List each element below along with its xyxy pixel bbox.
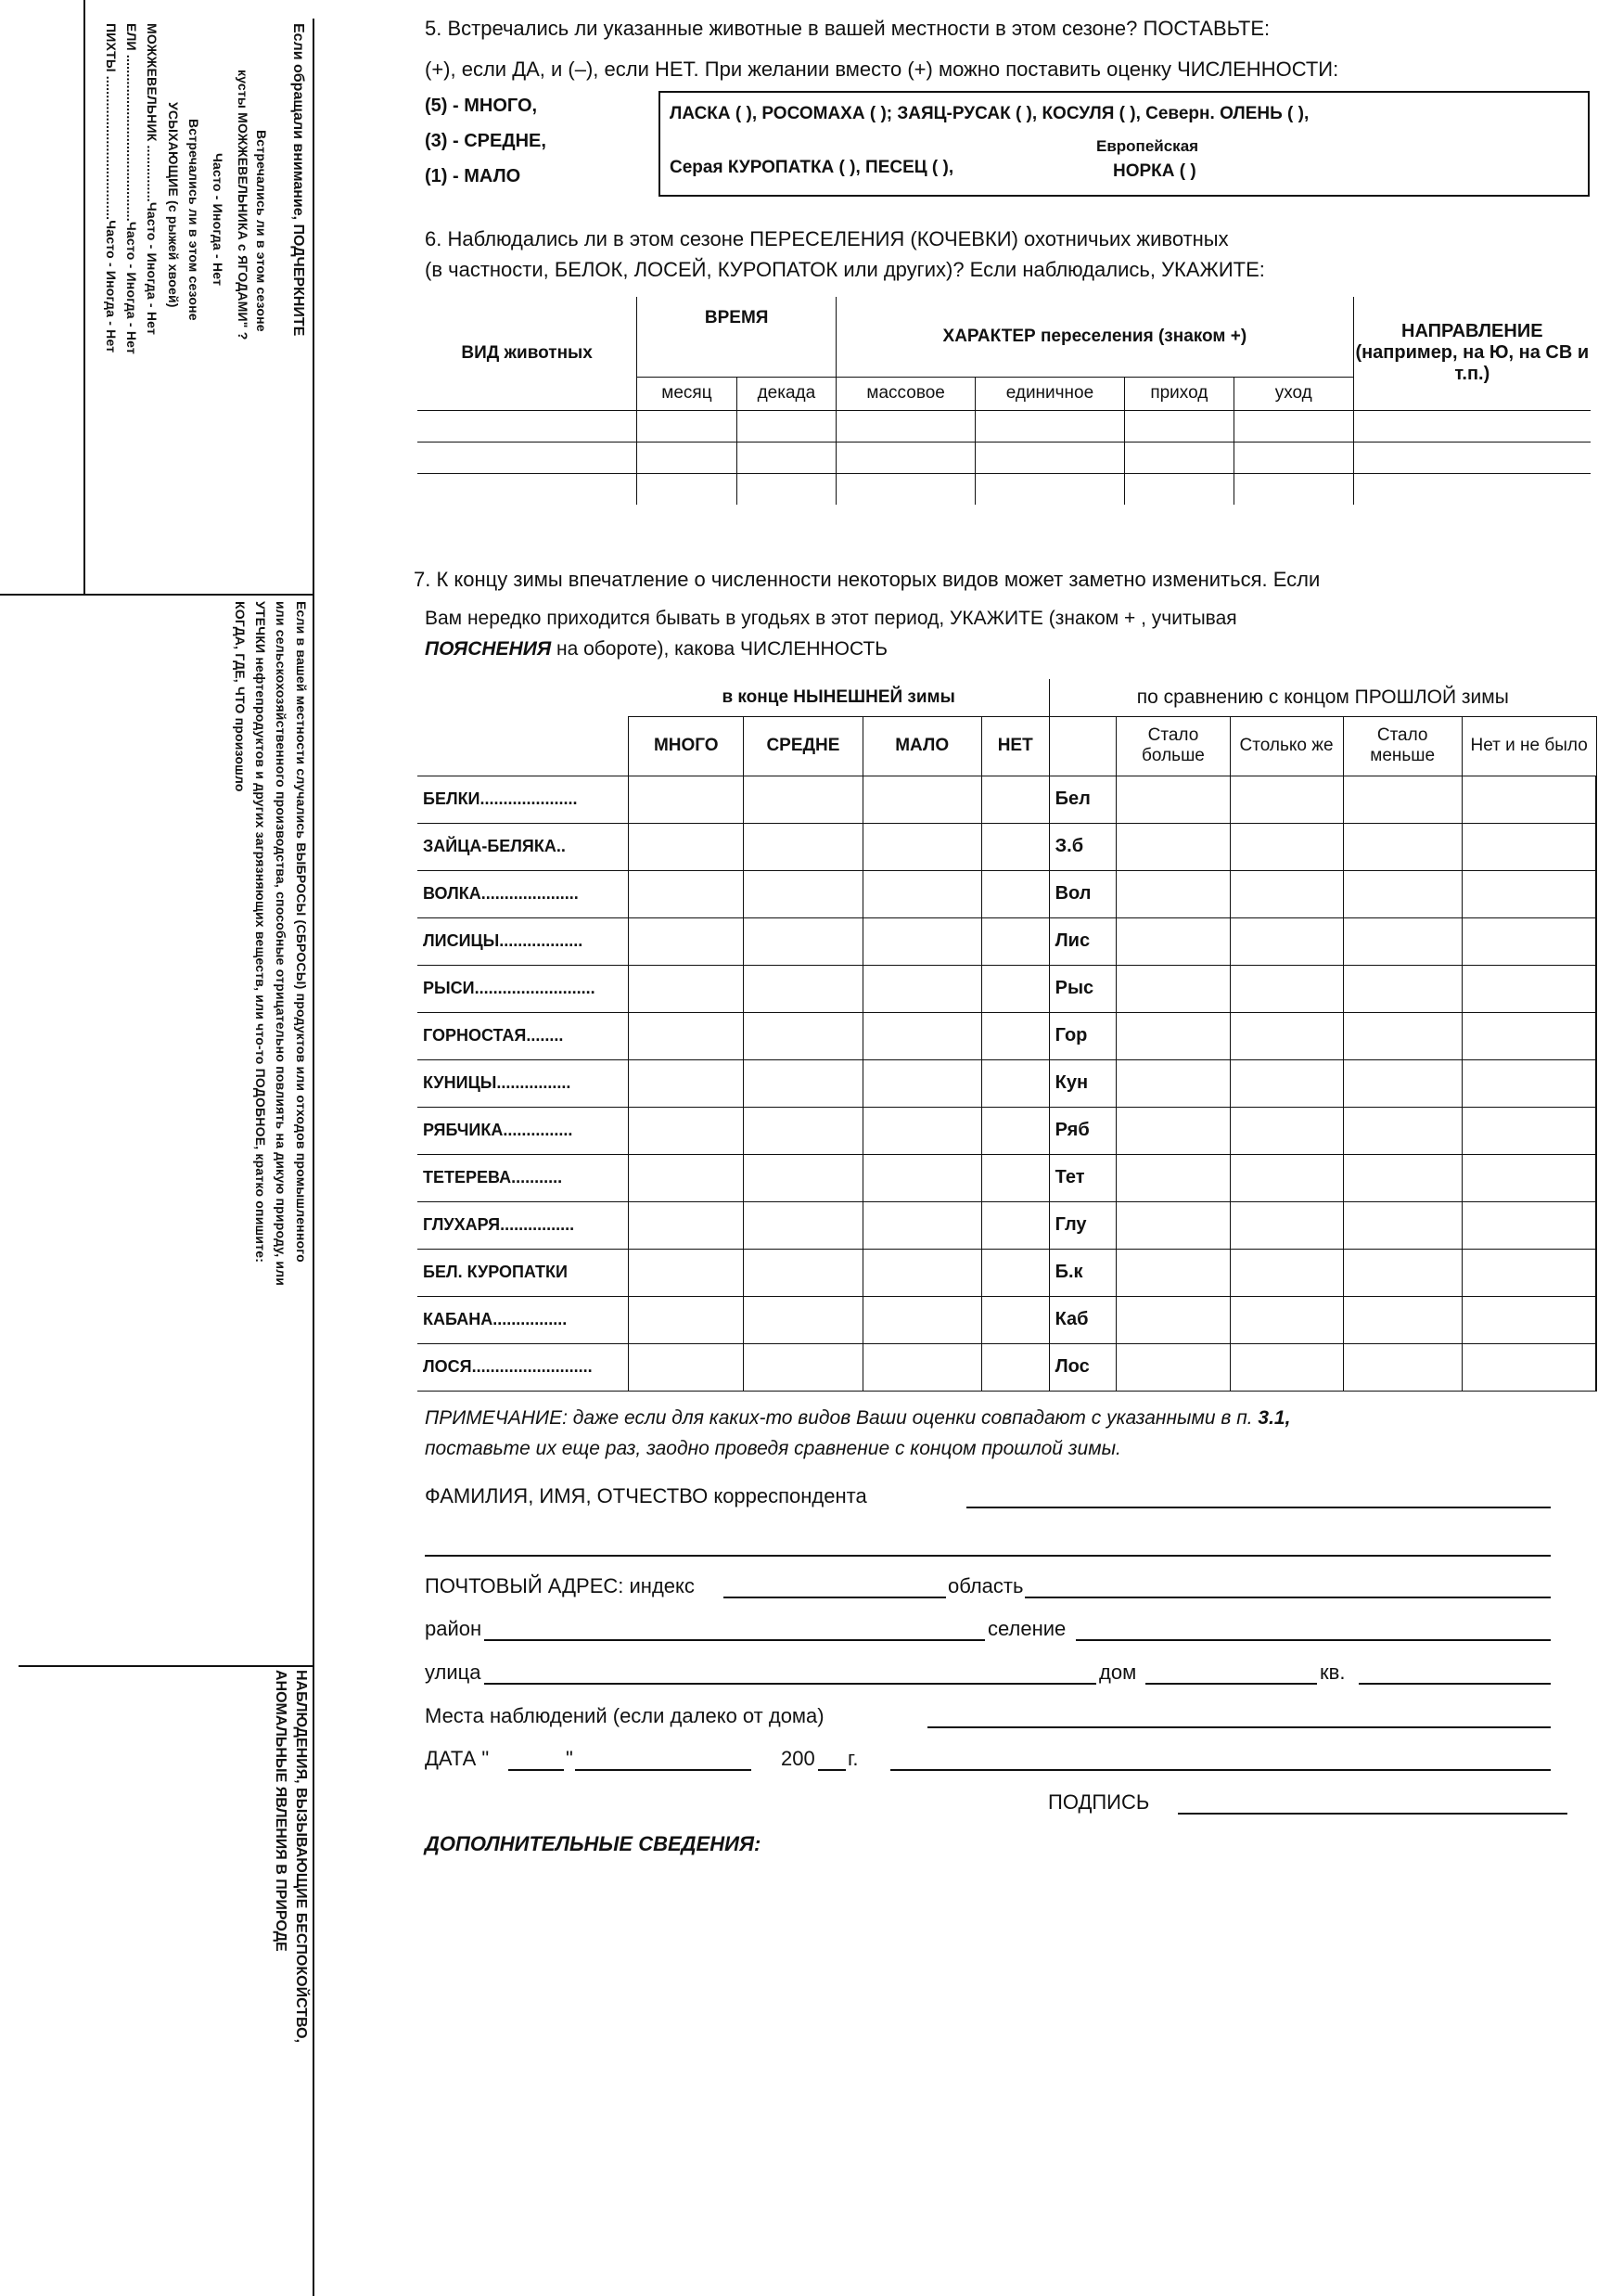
abundance-compare-cell[interactable] bbox=[1343, 870, 1462, 917]
date-day-field[interactable] bbox=[508, 1769, 564, 1771]
q5-mink[interactable]: НОРКА ( ) bbox=[1113, 161, 1196, 181]
abundance-compare-cell[interactable] bbox=[1117, 1296, 1230, 1343]
abundance-compare-cell[interactable] bbox=[1117, 917, 1230, 965]
abundance-now-cell[interactable] bbox=[981, 776, 1049, 823]
q7-abundance-table bbox=[417, 679, 1597, 1392]
side-column bbox=[0, 0, 315, 2296]
abundance-now-cell[interactable] bbox=[629, 965, 744, 1012]
berries-question: Если обращали внимание, ПОДЧЕРКНИТЕ bbox=[290, 23, 306, 337]
abundance-compare-cell[interactable] bbox=[1117, 1343, 1230, 1391]
species-label: КУНИЦЫ................ bbox=[417, 1059, 629, 1107]
house-field[interactable] bbox=[1145, 1683, 1317, 1685]
abundance-now-cell[interactable] bbox=[981, 1107, 1049, 1154]
species-label: КАБАНА................ bbox=[417, 1296, 629, 1343]
abundance-now-cell[interactable] bbox=[981, 1296, 1049, 1343]
q7-col-less: Стало меньше bbox=[1343, 716, 1462, 776]
abundance-now-cell[interactable] bbox=[629, 1107, 744, 1154]
abundance-now-cell[interactable] bbox=[863, 1012, 981, 1059]
main-content bbox=[408, 0, 1598, 2296]
apt-field[interactable] bbox=[1359, 1683, 1551, 1685]
abundance-compare-cell[interactable] bbox=[1343, 1059, 1462, 1107]
abundance-now-cell[interactable] bbox=[981, 965, 1049, 1012]
table-row bbox=[417, 1107, 1596, 1154]
table-row bbox=[417, 1012, 1596, 1059]
abundance-compare-cell[interactable] bbox=[1117, 1249, 1230, 1296]
q6-sub-decade: декада bbox=[736, 377, 836, 410]
abundance-now-cell[interactable] bbox=[863, 917, 981, 965]
date-quote: " bbox=[566, 1747, 573, 1770]
abundance-compare-cell[interactable] bbox=[1462, 1107, 1596, 1154]
species-label: ЗАЙЦА-БЕЛЯКА.. bbox=[417, 823, 629, 870]
species-label: ГОРНОСТАЯ........ bbox=[417, 1012, 629, 1059]
drying-spruce[interactable]: ЕЛИ ............................................Часто - Иногда - Нет bbox=[124, 23, 139, 354]
abundance-now-cell[interactable] bbox=[981, 1012, 1049, 1059]
drying-title: Встречались ли в этом сезоне bbox=[186, 119, 201, 321]
apt-label: кв. bbox=[1320, 1661, 1346, 1684]
q7-note-line1: ПРИМЕЧАНИЕ: даже если для каких-то видов Ваши оценки совпадают с указанными в п. 3.1, bbox=[425, 1407, 1291, 1429]
abundance-now-cell[interactable] bbox=[629, 1296, 744, 1343]
table-row bbox=[417, 776, 1596, 823]
address-label: ПОЧТОВЫЙ АДРЕС: индекс bbox=[425, 1574, 695, 1597]
fio-field[interactable] bbox=[966, 1507, 1551, 1508]
table-row bbox=[417, 473, 1591, 505]
side-rule-right bbox=[313, 19, 314, 2296]
abundance-now-cell[interactable] bbox=[744, 776, 863, 823]
q5-line1: 5. Встречались ли указанные животные в вашей местности в этом сезоне? ПОСТАВЬТЕ: bbox=[425, 17, 1271, 40]
abundance-compare-cell[interactable] bbox=[1230, 870, 1343, 917]
year-label: 200 bbox=[781, 1747, 815, 1770]
species-label: ТЕТЕРЕВА........... bbox=[417, 1154, 629, 1201]
species-abbr: Бел bbox=[1049, 776, 1117, 823]
abundance-compare-cell[interactable] bbox=[1230, 1343, 1343, 1391]
q6-col-time: ВРЕМЯ bbox=[637, 297, 837, 377]
abundance-now-cell[interactable] bbox=[863, 870, 981, 917]
abundance-compare-cell[interactable] bbox=[1230, 1154, 1343, 1201]
table-row bbox=[417, 1343, 1596, 1391]
abundance-compare-cell[interactable] bbox=[1230, 776, 1343, 823]
abundance-now-cell[interactable] bbox=[744, 1201, 863, 1249]
abundance-compare-cell[interactable] bbox=[1462, 870, 1596, 917]
abundance-compare-cell[interactable] bbox=[1117, 870, 1230, 917]
q5-animals-row1[interactable]: ЛАСКА ( ), РОСОМАХА ( ); ЗАЯЦ-РУСАК ( ), КОСУЛЯ ( ), Северн. ОЛЕНЬ ( ), bbox=[670, 104, 1310, 123]
abundance-compare-cell[interactable] bbox=[1230, 965, 1343, 1012]
abundance-compare-cell[interactable] bbox=[1230, 1107, 1343, 1154]
table-row bbox=[417, 1296, 1596, 1343]
abundance-now-cell[interactable] bbox=[629, 1343, 744, 1391]
table-row bbox=[417, 410, 1591, 442]
q7-col-same: Столько же bbox=[1230, 716, 1343, 776]
species-abbr: Б.к bbox=[1049, 1249, 1117, 1296]
abundance-compare-cell[interactable] bbox=[1343, 776, 1462, 823]
abundance-compare-cell[interactable] bbox=[1462, 1059, 1596, 1107]
species-label: ГЛУХАРЯ................ bbox=[417, 1201, 629, 1249]
abundance-now-cell[interactable] bbox=[863, 823, 981, 870]
q5-animals-box bbox=[658, 91, 1590, 197]
species-abbr: Каб bbox=[1049, 1296, 1117, 1343]
table-row bbox=[417, 1154, 1596, 1201]
abundance-compare-cell[interactable] bbox=[1462, 1296, 1596, 1343]
abundance-now-cell[interactable] bbox=[863, 1201, 981, 1249]
abundance-compare-cell[interactable] bbox=[1230, 1249, 1343, 1296]
abundance-compare-cell[interactable] bbox=[1462, 823, 1596, 870]
table-row bbox=[417, 917, 1596, 965]
berries-line1: Встречались ли в этом сезоне bbox=[254, 130, 269, 332]
q6-sub-arrival: приход bbox=[1124, 377, 1234, 410]
species-abbr: Кун bbox=[1049, 1059, 1117, 1107]
region-field[interactable] bbox=[1025, 1597, 1551, 1598]
species-label: ЛОСЯ.......................... bbox=[417, 1343, 629, 1391]
abundance-compare-cell[interactable] bbox=[1343, 917, 1462, 965]
abundance-now-cell[interactable] bbox=[744, 1059, 863, 1107]
table-row bbox=[417, 870, 1596, 917]
abundance-compare-cell[interactable] bbox=[1230, 917, 1343, 965]
abundance-now-cell[interactable] bbox=[981, 870, 1049, 917]
q7-col-many: МНОГО bbox=[629, 716, 744, 776]
q6-sub-departure: уход bbox=[1234, 377, 1353, 410]
q5-mink-label-top: Европейская bbox=[1096, 137, 1199, 155]
q6-col-species: ВИД животных bbox=[417, 297, 637, 410]
abundance-compare-cell[interactable] bbox=[1117, 1154, 1230, 1201]
abundance-now-cell[interactable] bbox=[744, 1296, 863, 1343]
table-row bbox=[417, 965, 1596, 1012]
abundance-compare-cell[interactable] bbox=[1117, 823, 1230, 870]
emission-line1: Если в вашей местности случались ВЫБРОСЫ (СБРОСЫ) продуктов или отходов промышленного bbox=[294, 601, 309, 1263]
drying-juniper[interactable]: МОЖЖЕВЕЛЬНИК ...............Часто - Иногда - Нет bbox=[145, 23, 160, 336]
abundance-now-cell[interactable] bbox=[744, 1107, 863, 1154]
abundance-compare-cell[interactable] bbox=[1462, 776, 1596, 823]
q6-sub-mass: массовое bbox=[837, 377, 976, 410]
abundance-compare-cell[interactable] bbox=[1462, 917, 1596, 965]
house-label: дом bbox=[1099, 1661, 1137, 1684]
district-label: район bbox=[425, 1617, 482, 1640]
q5-animals-row2[interactable]: Серая КУРОПАТКА ( ), ПЕСЕЦ ( ), bbox=[670, 158, 954, 177]
year-field[interactable] bbox=[818, 1769, 846, 1771]
abundance-now-cell[interactable] bbox=[863, 1296, 981, 1343]
q7-col-none: НЕТ bbox=[981, 716, 1049, 776]
abundance-compare-cell[interactable] bbox=[1343, 965, 1462, 1012]
abundance-now-cell[interactable] bbox=[629, 1012, 744, 1059]
abundance-now-cell[interactable] bbox=[863, 1107, 981, 1154]
postal-index-field[interactable] bbox=[723, 1597, 946, 1598]
abundance-compare-cell[interactable] bbox=[1462, 1249, 1596, 1296]
species-abbr: Лос bbox=[1049, 1343, 1117, 1391]
abundance-now-cell[interactable] bbox=[863, 1059, 981, 1107]
abundance-now-cell[interactable] bbox=[981, 917, 1049, 965]
abundance-now-cell[interactable] bbox=[981, 823, 1049, 870]
table-row bbox=[417, 442, 1591, 473]
species-label: БЕЛ. КУРОПАТКИ bbox=[417, 1249, 629, 1296]
abundance-now-cell[interactable] bbox=[744, 823, 863, 870]
q6-migration-table bbox=[417, 297, 1591, 505]
abundance-now-cell[interactable] bbox=[744, 1249, 863, 1296]
q7-line3: ПОЯСНЕНИЯ на обороте), какова ЧИСЛЕННОСТЬ bbox=[425, 638, 888, 660]
abundance-now-cell[interactable] bbox=[981, 1154, 1049, 1201]
species-label: БЕЛКИ..................... bbox=[417, 776, 629, 823]
q6-sub-month: месяц bbox=[637, 377, 736, 410]
abundance-compare-cell[interactable] bbox=[1343, 1201, 1462, 1249]
district-field[interactable] bbox=[484, 1639, 985, 1641]
q6-sub-single: единичное bbox=[976, 377, 1125, 410]
table-row bbox=[417, 1201, 1596, 1249]
q6-line1: 6. Наблюдались ли в этом сезоне ПЕРЕСЕЛЕНИЯ (КОЧЕВКИ) охотничьих животных bbox=[425, 227, 1229, 250]
abundance-now-cell[interactable] bbox=[629, 1201, 744, 1249]
abundance-now-cell[interactable] bbox=[629, 1059, 744, 1107]
year-suffix: г. bbox=[848, 1747, 859, 1770]
q7-header-now: в конце НЫНЕШНЕЙ зимы bbox=[629, 679, 1049, 716]
abundance-now-cell[interactable] bbox=[863, 776, 981, 823]
region-label: область bbox=[948, 1574, 1024, 1597]
q5-scale-few: (1) - МАЛО bbox=[425, 166, 521, 186]
q6-line2: (в частности, БЕЛОК, ЛОСЕЙ, КУРОПАТОК или других)? Если наблюдались, УКАЖИТЕ: bbox=[425, 258, 1265, 281]
berries-options[interactable]: Часто - Иногда - Нет bbox=[211, 153, 225, 287]
abundance-now-cell[interactable] bbox=[744, 1154, 863, 1201]
street-field[interactable] bbox=[484, 1683, 1096, 1685]
abundance-now-cell[interactable] bbox=[744, 1012, 863, 1059]
abundance-now-cell[interactable] bbox=[863, 1249, 981, 1296]
abundance-compare-cell[interactable] bbox=[1343, 1012, 1462, 1059]
abundance-compare-cell[interactable] bbox=[1343, 823, 1462, 870]
side-rule-h1 bbox=[0, 594, 313, 596]
drying-subtitle: УСЫХАЮЩИЕ (с рыжей хвоей) bbox=[166, 102, 181, 308]
q7-col-few: МАЛО bbox=[863, 716, 981, 776]
q7-header-compare: по сравнению с концом ПРОШЛОЙ зимы bbox=[1049, 679, 1596, 716]
species-label: РЫСИ.......................... bbox=[417, 965, 629, 1012]
side-rule-left bbox=[83, 0, 85, 594]
q7-note-line2: поставьте их еще раз, заодно проведя сравнение с концом прошлой зимы. bbox=[425, 1438, 1121, 1459]
abundance-now-cell[interactable] bbox=[981, 1343, 1049, 1391]
q5-line2: (+), если ДА, и (–), если НЕТ. При желании вместо (+) можно поставить оценку ЧИСЛЕННОСТИ: bbox=[425, 58, 1339, 81]
q6-col-nature: ХАРАКТЕР переселения (знаком +) bbox=[837, 297, 1353, 377]
q7-col-medium: СРЕДНЕ bbox=[744, 716, 863, 776]
abundance-compare-cell[interactable] bbox=[1117, 776, 1230, 823]
abundance-compare-cell[interactable] bbox=[1230, 1059, 1343, 1107]
abundance-now-cell[interactable] bbox=[744, 917, 863, 965]
berries-line2: кусты МОЖЖЕВЕЛЬНИКА с ЯГОДАМИ" ? bbox=[236, 70, 250, 340]
table-row bbox=[417, 1059, 1596, 1107]
abundance-compare-cell[interactable] bbox=[1462, 1012, 1596, 1059]
abundance-compare-cell[interactable] bbox=[1462, 1154, 1596, 1201]
q6-col-direction: НАПРАВЛЕНИЕ (например, на Ю, на СВ и т.п.) bbox=[1353, 297, 1591, 410]
abundance-now-cell[interactable] bbox=[629, 917, 744, 965]
abundance-now-cell[interactable] bbox=[981, 1249, 1049, 1296]
q7-col-never: Нет и не было bbox=[1462, 716, 1596, 776]
species-abbr: Тет bbox=[1049, 1154, 1117, 1201]
abundance-now-cell[interactable] bbox=[629, 823, 744, 870]
q5-scale-many: (5) - МНОГО, bbox=[425, 96, 538, 116]
emission-line3: УТЕЧКИ нефтепродуктов и других загрязняющих веществ, или что-то ПОДОБНОЕ, кратко опишите: bbox=[253, 601, 268, 1263]
q7-line2: Вам нередко приходится бывать в угодьях в этот период, УКАЖИТЕ (знаком + , учитывая bbox=[425, 608, 1237, 629]
abundance-now-cell[interactable] bbox=[629, 1154, 744, 1201]
species-abbr: З.б bbox=[1049, 823, 1117, 870]
species-abbr: Гор bbox=[1049, 1012, 1117, 1059]
species-abbr: Ряб bbox=[1049, 1107, 1117, 1154]
fio-label: ФАМИЛИЯ, ИМЯ, ОТЧЕСТВО корреспондента bbox=[425, 1484, 867, 1507]
abundance-now-cell[interactable] bbox=[863, 965, 981, 1012]
abundance-compare-cell[interactable] bbox=[1462, 1343, 1596, 1391]
q7-line1: 7. К концу зимы впечатление о численности некоторых видов может заметно измениться. Если bbox=[414, 568, 1321, 591]
table-row bbox=[417, 823, 1596, 870]
abundance-now-cell[interactable] bbox=[629, 776, 744, 823]
abundance-compare-cell[interactable] bbox=[1343, 1154, 1462, 1201]
abundance-compare-cell[interactable] bbox=[1117, 1012, 1230, 1059]
abundance-compare-cell[interactable] bbox=[1462, 965, 1596, 1012]
anomaly-line1: НАБЛЮДЕНИЯ, ВЫЗЫВАЮЩИЕ БЕСПОКОЙСТВО, bbox=[293, 1670, 309, 2044]
emission-line4: КОГДА, ГДЕ, ЧТО произошло bbox=[233, 601, 248, 792]
places-field[interactable] bbox=[927, 1726, 1551, 1728]
emission-line2: или сельскохозяйственного производства, способные отрицательно повлиять на дикую природу, или bbox=[274, 601, 288, 1287]
species-label: РЯБЧИКА............... bbox=[417, 1107, 629, 1154]
places-label: Места наблюдений (если далеко от дома) bbox=[425, 1704, 825, 1727]
table-row bbox=[417, 1249, 1596, 1296]
signature-label: ПОДПИСЬ bbox=[1048, 1790, 1150, 1814]
q5-scale-medium: (3) - СРЕДНЕ, bbox=[425, 131, 546, 151]
abundance-now-cell[interactable] bbox=[863, 1343, 981, 1391]
drying-fir[interactable]: ПИХТЫ ......................................Часто - Иногда - Нет bbox=[104, 23, 119, 353]
species-abbr: Лис bbox=[1049, 917, 1117, 965]
species-abbr: Вол bbox=[1049, 870, 1117, 917]
abundance-now-cell[interactable] bbox=[629, 870, 744, 917]
abundance-compare-cell[interactable] bbox=[1230, 1012, 1343, 1059]
species-label: ВОЛКА..................... bbox=[417, 870, 629, 917]
village-field[interactable] bbox=[1076, 1639, 1551, 1641]
q7-col-more: Стало больше bbox=[1117, 716, 1230, 776]
abundance-compare-cell[interactable] bbox=[1117, 1059, 1230, 1107]
abundance-compare-cell[interactable] bbox=[1117, 1107, 1230, 1154]
abundance-now-cell[interactable] bbox=[981, 1201, 1049, 1249]
side-rule-h2 bbox=[19, 1665, 313, 1667]
anomaly-line2: АНОМАЛЬНЫЕ ЯВЛЕНИЯ В ПРИРОДЕ bbox=[273, 1670, 288, 1952]
abundance-compare-cell[interactable] bbox=[1343, 1343, 1462, 1391]
abundance-now-cell[interactable] bbox=[744, 965, 863, 1012]
abundance-compare-cell[interactable] bbox=[1117, 1201, 1230, 1249]
abundance-now-cell[interactable] bbox=[863, 1154, 981, 1201]
abundance-now-cell[interactable] bbox=[744, 1343, 863, 1391]
extra-info-label: ДОПОЛНИТЕЛЬНЫЕ СВЕДЕНИЯ: bbox=[425, 1832, 761, 1855]
village-label: селение bbox=[988, 1617, 1067, 1640]
abundance-now-cell[interactable] bbox=[981, 1059, 1049, 1107]
abundance-compare-cell[interactable] bbox=[1230, 1201, 1343, 1249]
abundance-now-cell[interactable] bbox=[629, 1249, 744, 1296]
species-label: ЛИСИЦЫ.................. bbox=[417, 917, 629, 965]
date-tail-field[interactable] bbox=[890, 1769, 1551, 1771]
species-abbr: Рыс bbox=[1049, 965, 1117, 1012]
date-label: ДАТА " bbox=[425, 1747, 490, 1770]
signature-field[interactable] bbox=[1178, 1813, 1567, 1815]
abundance-now-cell[interactable] bbox=[744, 870, 863, 917]
abundance-compare-cell[interactable] bbox=[1230, 1296, 1343, 1343]
abundance-compare-cell[interactable] bbox=[1343, 1249, 1462, 1296]
abundance-compare-cell[interactable] bbox=[1230, 823, 1343, 870]
abundance-compare-cell[interactable] bbox=[1462, 1201, 1596, 1249]
abundance-compare-cell[interactable] bbox=[1343, 1107, 1462, 1154]
abundance-compare-cell[interactable] bbox=[1117, 965, 1230, 1012]
species-abbr: Глу bbox=[1049, 1201, 1117, 1249]
abundance-compare-cell[interactable] bbox=[1343, 1296, 1462, 1343]
date-month-field[interactable] bbox=[575, 1769, 751, 1771]
street-label: улица bbox=[425, 1661, 481, 1684]
fio-field-2[interactable] bbox=[425, 1555, 1551, 1557]
